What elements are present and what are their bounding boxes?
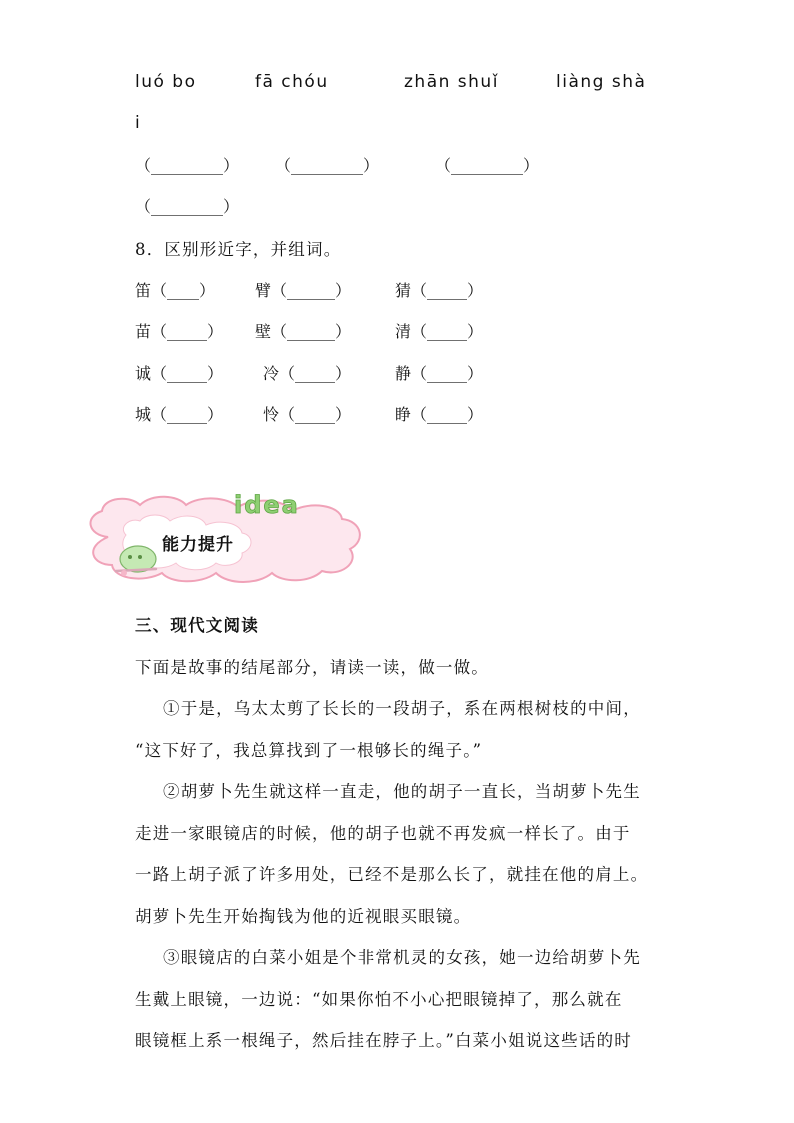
word-blank[interactable]: 城（_____） — [135, 405, 224, 424]
pinyin-1: luó bo — [135, 72, 197, 92]
banner-label: 能力提升 — [162, 535, 234, 555]
word-blank[interactable]: 睁（_____） — [395, 405, 484, 424]
pinyin-4-wrap: i — [135, 113, 142, 133]
section-heading: 三、现代文阅读 — [135, 616, 259, 635]
word-blank[interactable]: 清（_____） — [395, 322, 484, 341]
passage-line: 胡萝卜先生开始掏钱为他的近视眼买眼镜。 — [135, 907, 472, 926]
passage-line: ②胡萝卜先生就这样一直走，他的胡子一直长，当胡萝卜先生 — [163, 782, 641, 801]
word-blank[interactable]: 怜（_____） — [263, 405, 352, 424]
answer-blank-1[interactable]: （_________） — [135, 156, 240, 175]
section-banner — [78, 487, 368, 587]
pinyin-4: liàng shà — [556, 72, 647, 92]
answer-blank-2[interactable]: （_________） — [275, 156, 380, 175]
pinyin-2: fā chóu — [255, 72, 329, 92]
word-blank[interactable]: 诚（_____） — [135, 364, 224, 383]
answer-blank-4[interactable]: （_________） — [135, 197, 240, 216]
word-blank[interactable]: 猜（_____） — [395, 281, 484, 300]
word-blank[interactable]: 臂（______） — [255, 281, 352, 300]
passage-line: 走进一家眼镜店的时候，他的胡子也就不再发疯一样长了。由于 — [135, 824, 631, 843]
question-8-title: 8．区别形近字，并组词。 — [135, 240, 342, 259]
section-intro: 下面是故事的结尾部分，请读一读，做一做。 — [135, 658, 489, 677]
passage-line: ①于是，乌太太剪了长长的一段胡子，系在两根树枝的中间， — [163, 699, 641, 718]
passage-line: 眼镜框上系一根绳子，然后挂在脖子上。”白菜小姐说这些话的时 — [135, 1031, 632, 1050]
word-blank[interactable]: 静（_____） — [395, 364, 484, 383]
passage-line: 一路上胡子派了许多用处，已经不是那么长了，就挂在他的肩上。 — [135, 865, 649, 884]
answer-blank-3[interactable]: （_________） — [435, 156, 540, 175]
idea-word: idea — [234, 491, 300, 519]
word-blank[interactable]: 冷（_____） — [263, 364, 352, 383]
word-blank[interactable]: 笛（____） — [135, 281, 216, 300]
passage-line: “这下好了，我总算找到了一根够长的绳子。” — [135, 741, 483, 760]
passage-line: 生戴上眼镜，一边说：“如果你怕不小心把眼镜掉了，那么就在 — [135, 990, 623, 1009]
pinyin-3: zhān shuǐ — [404, 72, 499, 92]
word-blank[interactable]: 苗（_____） — [135, 322, 224, 341]
word-blank[interactable]: 壁（______） — [255, 322, 352, 341]
passage-line: ③眼镜店的白菜小姐是个非常机灵的女孩，她一边给胡萝卜先 — [163, 948, 641, 967]
